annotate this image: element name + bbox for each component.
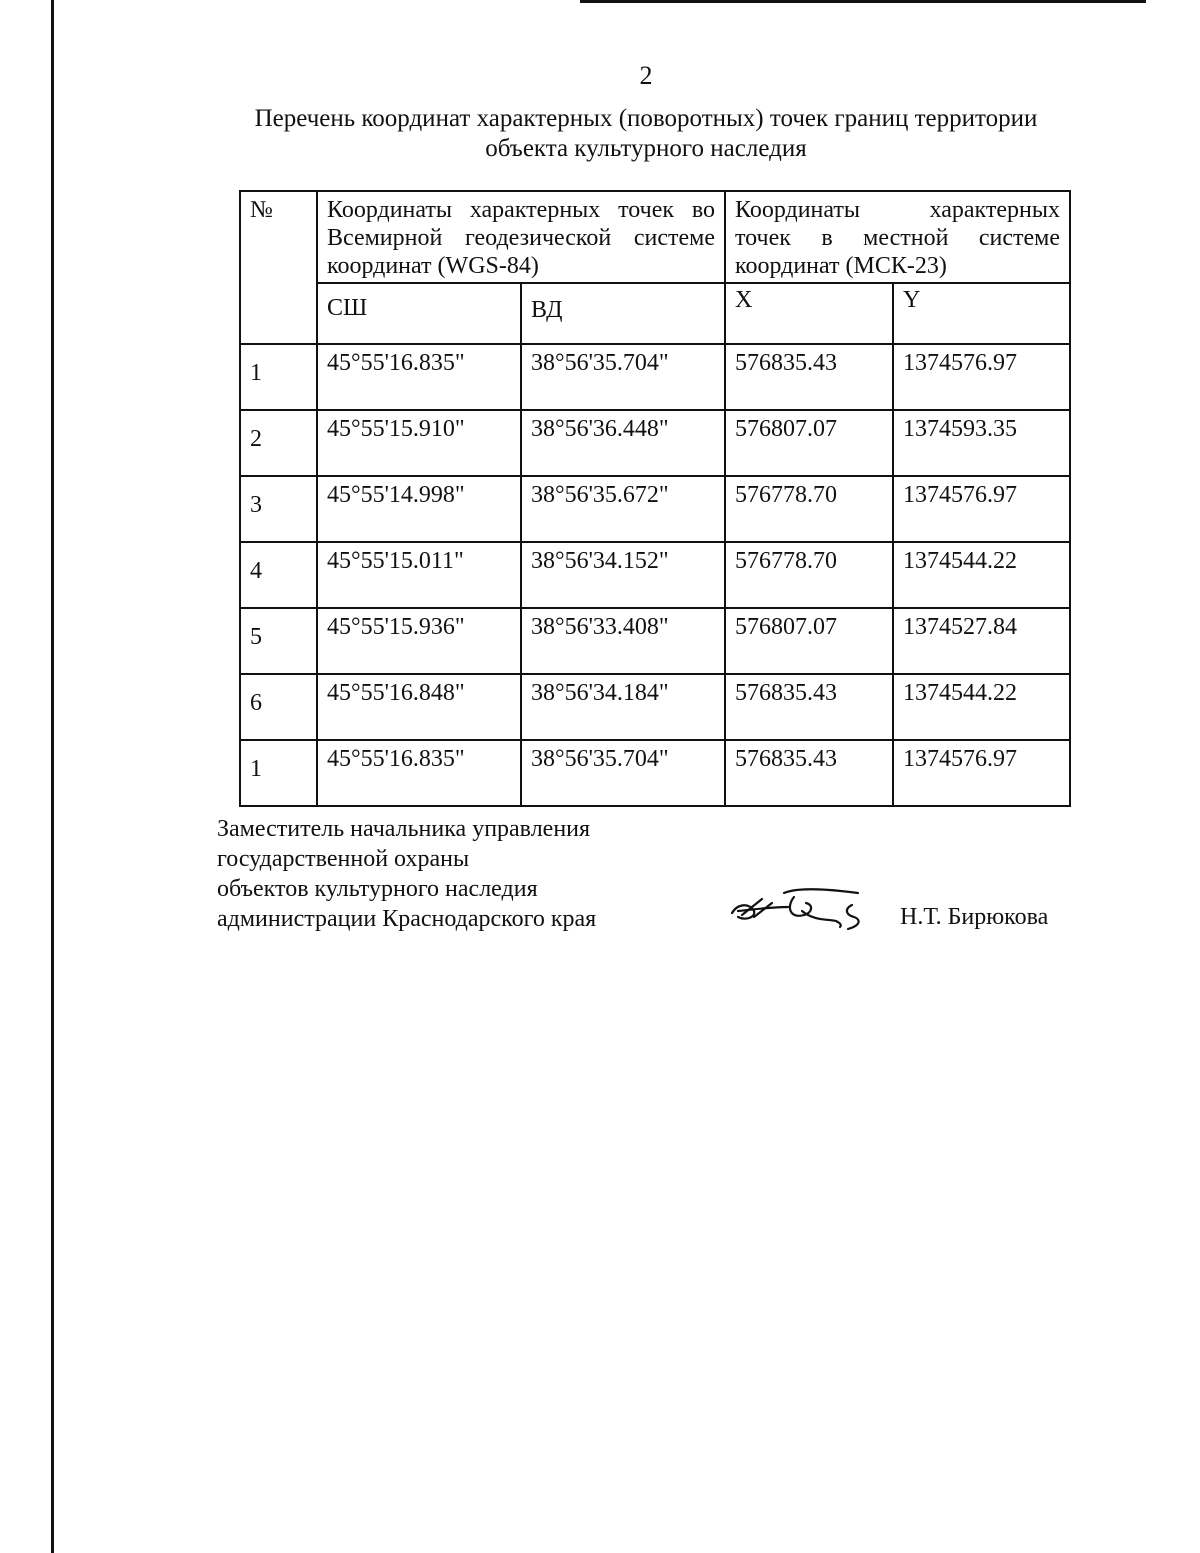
cell-y: 1374544.22 (893, 674, 1070, 740)
header-wgs84-line-2: Всемирной геодезической системе (327, 225, 715, 251)
table-row (240, 344, 1070, 410)
cell-longitude: 38°56'34.152" (521, 542, 725, 608)
cell-longitude: 38°56'35.672" (521, 476, 725, 542)
cell-x: 576835.43 (725, 674, 893, 740)
title-line-1: Перечень координат характерных (поворотных) точек границ территории (254, 105, 1038, 132)
position-line-3: объектов культурного наследия (217, 876, 538, 902)
cell-point-number: 5 (240, 608, 317, 674)
cell-longitude: 38°56'36.448" (521, 410, 725, 476)
table-row (240, 608, 1070, 674)
cell-latitude: 45°55'15.910" (317, 410, 521, 476)
cell-x: 576835.43 (725, 344, 893, 410)
position-line-4: администрации Краснодарского края (217, 906, 597, 932)
cell-x: 576835.43 (725, 740, 893, 806)
cell-longitude: 38°56'33.408" (521, 608, 725, 674)
header-latitude: СШ (317, 283, 521, 344)
signatory-position (217, 814, 677, 934)
cell-longitude: 38°56'34.184" (521, 674, 725, 740)
cell-y: 1374576.97 (893, 740, 1070, 806)
cell-point-number: 4 (240, 542, 317, 608)
table-row (240, 410, 1070, 476)
table-row (240, 542, 1070, 608)
header-msk23-line-3: координат (МСК-23) (735, 253, 947, 279)
position-line-2: государственной охраны (217, 846, 470, 872)
header-wgs84 (317, 191, 725, 283)
cell-latitude: 45°55'16.835" (317, 344, 521, 410)
cell-y: 1374544.22 (893, 542, 1070, 608)
header-msk23-line-2: точек в местной системе (735, 225, 1061, 251)
table-row (240, 674, 1070, 740)
header-longitude: ВД (521, 283, 725, 344)
header-number: № (240, 191, 317, 344)
table-subheader-row (240, 283, 1070, 344)
document-title (200, 104, 1092, 164)
page-number: 2 (639, 61, 653, 90)
table-row (240, 740, 1070, 806)
cell-latitude: 45°55'15.936" (317, 608, 521, 674)
cell-x: 576807.07 (725, 410, 893, 476)
cell-y: 1374576.97 (893, 344, 1070, 410)
header-y: Y (893, 283, 1070, 344)
cell-point-number: 6 (240, 674, 317, 740)
position-line-1: Заместитель начальника управления (217, 816, 591, 842)
header-x: X (725, 283, 893, 344)
header-wgs84-line-1: Координаты характерных точек во (327, 197, 715, 223)
handwritten-signature-icon (728, 885, 870, 931)
cell-point-number: 1 (240, 740, 317, 806)
table-row (240, 476, 1070, 542)
cell-y: 1374593.35 (893, 410, 1070, 476)
table-body (240, 344, 1070, 806)
cell-latitude: 45°55'16.848" (317, 674, 521, 740)
coordinates-table (239, 190, 1071, 807)
page-left-edge (51, 0, 54, 1553)
cell-longitude: 38°56'35.704" (521, 344, 725, 410)
cell-x: 576807.07 (725, 608, 893, 674)
cell-point-number: 1 (240, 344, 317, 410)
cell-latitude: 45°55'16.835" (317, 740, 521, 806)
header-wgs84-line-3: координат (WGS-84) (327, 253, 539, 279)
cell-latitude: 45°55'15.011" (317, 542, 521, 608)
cell-x: 576778.70 (725, 476, 893, 542)
cell-x: 576778.70 (725, 542, 893, 608)
cell-point-number: 2 (240, 410, 317, 476)
cell-y: 1374576.97 (893, 476, 1070, 542)
title-line-2: объекта культурного наследия (485, 135, 807, 162)
header-msk23-line-1: Координаты характерных (735, 197, 1061, 223)
header-msk23 (725, 191, 1070, 283)
cell-y: 1374527.84 (893, 608, 1070, 674)
cell-point-number: 3 (240, 476, 317, 542)
top-rule (580, 0, 1146, 3)
cell-latitude: 45°55'14.998" (317, 476, 521, 542)
cell-longitude: 38°56'35.704" (521, 740, 725, 806)
table-header-row (240, 191, 1070, 283)
signer-name: Н.Т. Бирюкова (900, 904, 1049, 930)
